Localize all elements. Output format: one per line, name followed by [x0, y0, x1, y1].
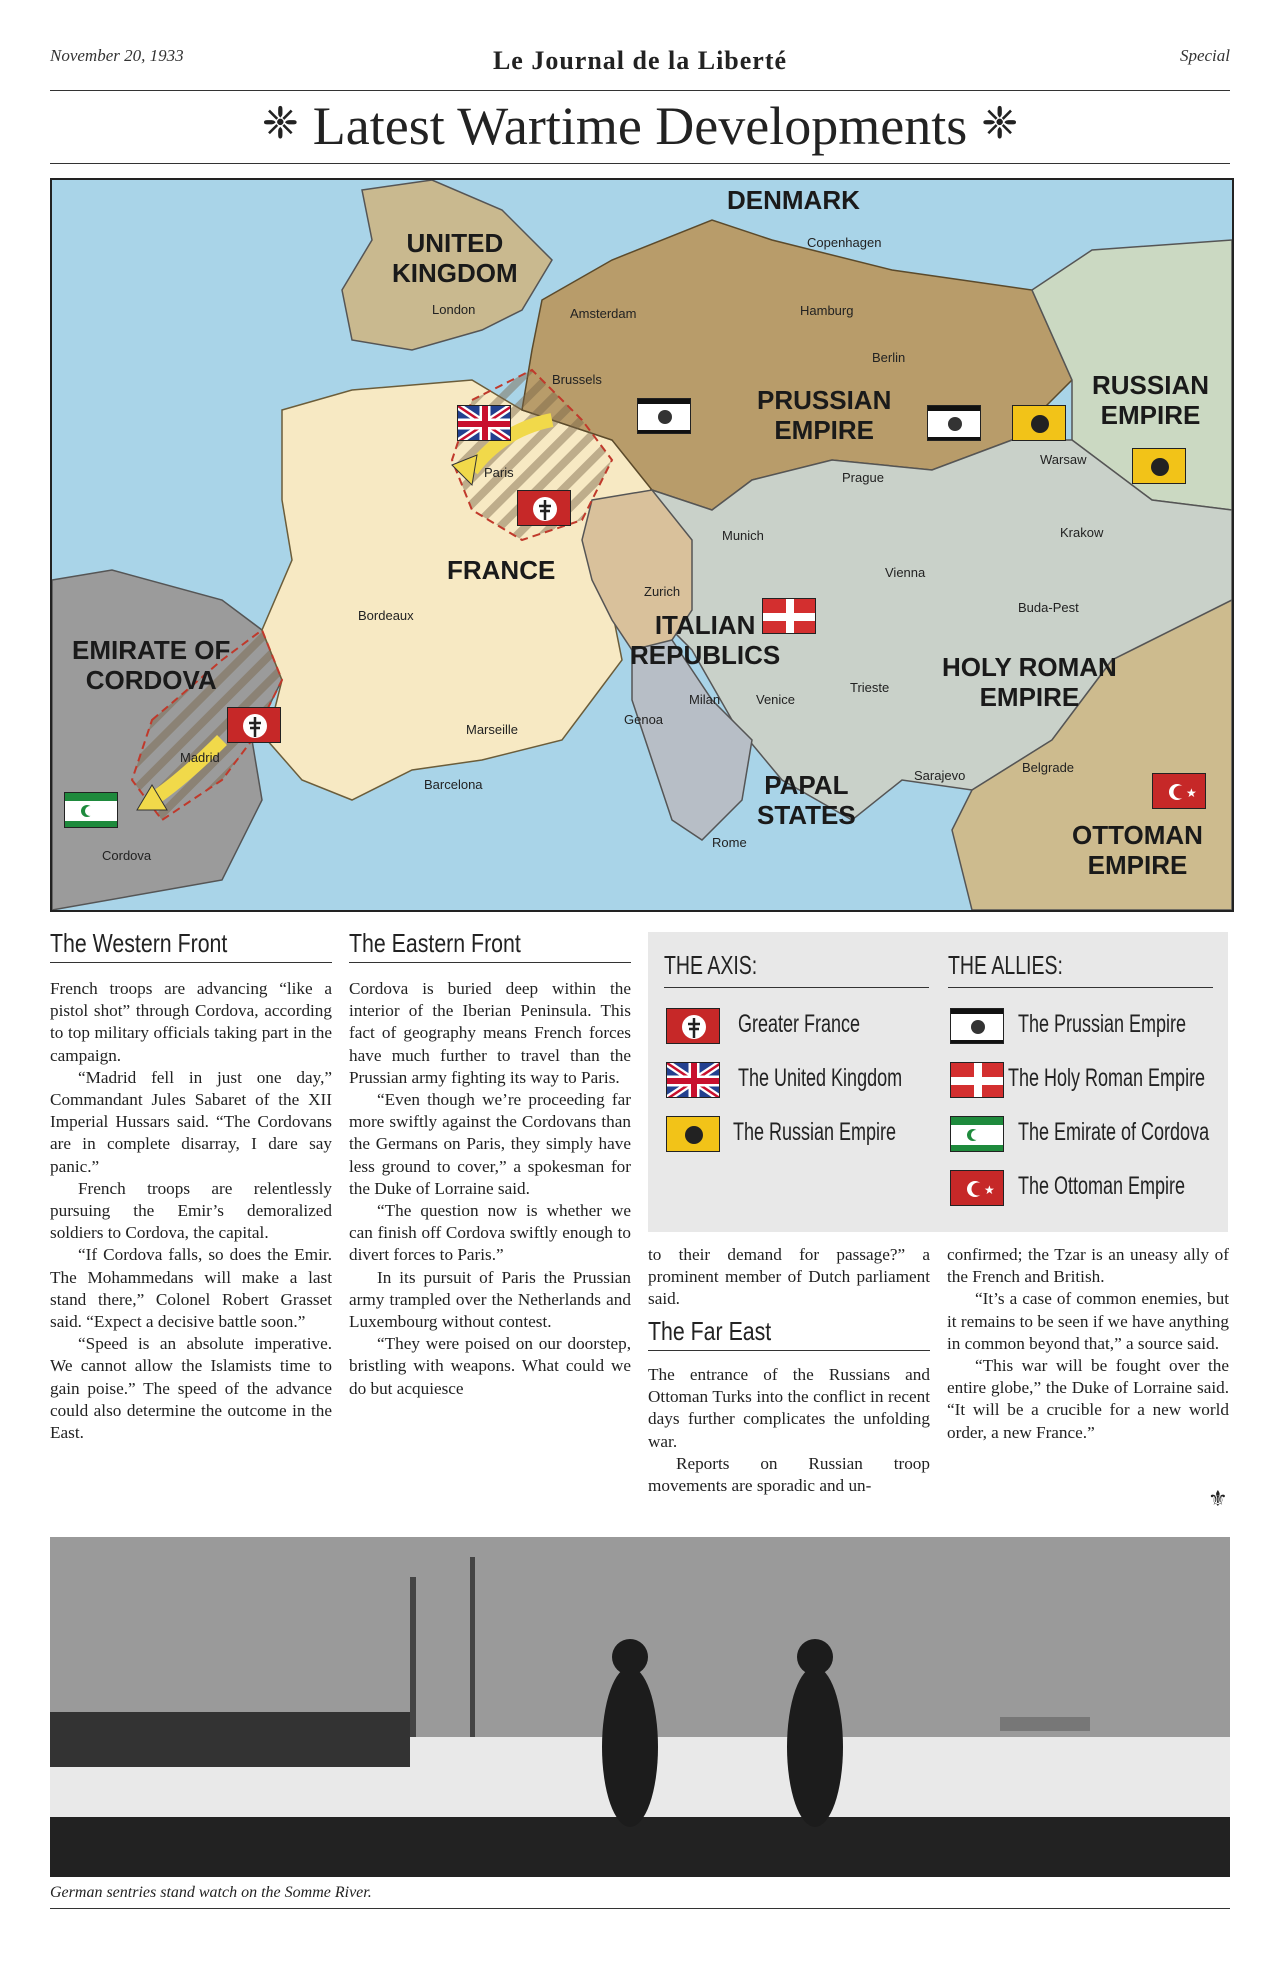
uk-flag-icon	[666, 1062, 720, 1098]
allies-emirate-of-cordova: The Emirate of Cordova	[1018, 1118, 1210, 1146]
city-trieste: Trieste	[850, 680, 890, 695]
eastern-front-paragraph: “They were poised on our doorstep, bristling with weapons. What could we do but acquiesce	[349, 1334, 631, 1398]
western-front-paragraph: “If Cordova falls, so does the Emir. The Mohammedans will make a last stand there,” Colonel Robert Grasset said. “Expect a decisive battle soon.”	[50, 1245, 332, 1332]
allies-prussian-empire: The Prussian Empire	[1018, 1010, 1187, 1038]
city-hamburg: Hamburg	[800, 303, 854, 318]
photo-caption: German sentries stand watch on the Somme River.	[50, 1884, 372, 1901]
western-front-rule	[50, 962, 332, 963]
alliance-legend	[648, 932, 1228, 1232]
europe-war-map	[50, 178, 1234, 912]
city-milan: Milan	[689, 692, 721, 707]
map-label-italy-line2: REPUBLICS	[630, 640, 781, 670]
map-label-prussia-line1: PRUSSIAN	[757, 385, 892, 415]
city-budapest: Buda-Pest	[1018, 600, 1079, 615]
far-east-article	[648, 1364, 930, 1497]
far-east-paragraph: The entrance of the Russians and Ottoman Turks into the conflict in recent days further complicates the unfolding war.	[648, 1365, 930, 1451]
map-flag-prussia-west-icon	[637, 398, 691, 434]
far-east-paragraph: Reports on Russian troop movements are sporadic and un-	[648, 1453, 930, 1496]
city-berlin: Berlin	[872, 350, 906, 365]
map-label-hre-line1: HOLY ROMAN	[942, 652, 1117, 682]
axis-heading: THE AXIS:	[664, 950, 758, 980]
map-label-ottoman	[1072, 820, 1203, 880]
ottoman-flag-icon	[950, 1170, 1004, 1206]
far-east-continuation-paragraph: confirmed; the Tzar is an uneasy ally of the French and British.	[947, 1245, 1229, 1287]
eastern-front-heading: The Eastern Front	[349, 928, 521, 958]
western-front-paragraph: “Madrid fell in just one day,” Commandant Jules Sabaret of the XII Imperial Hussars said. “The Cordovans are in complete disarray, I dare say panic.”	[50, 1067, 332, 1176]
city-warsaw: Warsaw	[1040, 452, 1087, 467]
russia-flag-icon	[1013, 406, 1066, 441]
ottoman-flag-icon	[1153, 774, 1206, 809]
eastern-front-paragraph: Cordova is buried deep within the interior of the Iberian Peninsula. This fact of geography means French forces have much further to travel than the Prussian army fighting its way to Paris.	[349, 979, 631, 1087]
far-east-heading: The Far East	[648, 1316, 772, 1346]
map-flag-russia-2-icon	[1132, 448, 1186, 484]
map-label-papal	[757, 770, 856, 830]
photo-bank	[50, 1817, 1230, 1877]
city-paris: Paris	[484, 465, 514, 480]
city-sarajevo: Sarajevo	[914, 768, 966, 783]
svg-text:★: ★	[984, 1183, 995, 1197]
city-munich: Munich	[722, 528, 764, 543]
eastern-front-paragraph: In its pursuit of Paris the Prussian army trampled over the Netherlands and Luxembourg without contest.	[349, 1267, 631, 1332]
photo-ship	[1000, 1717, 1090, 1731]
russia-flag-icon	[666, 1116, 720, 1152]
map-label-denmark: DENMARK	[727, 185, 860, 215]
footer-rule	[50, 1908, 1230, 1909]
map-label-cordova-line2: CORDOVA	[85, 665, 217, 695]
fleur-de-lis-icon: ⚜	[1208, 1486, 1228, 1511]
axis-rule	[664, 987, 929, 988]
photo-soldier-helmet	[797, 1639, 833, 1675]
map-label-prussia-line2: EMPIRE	[774, 415, 875, 445]
map-label-france: FRANCE	[447, 555, 556, 585]
cordova-flag-icon	[950, 1116, 1004, 1152]
eastern-front-paragraph: “The question now is whether we can finish off Cordova swiftly enough to divert forces to Paris.”	[349, 1201, 631, 1265]
map-label-papal-line2: STATES	[757, 800, 856, 830]
map-label-cordova	[72, 635, 230, 695]
city-venice: Venice	[756, 692, 796, 707]
far-east-continuation-paragraph: “This war will be fought over the entire globe,” the Duke of Lorraine said. “It will be a crucible for a new world order, a new France.”	[947, 1356, 1229, 1442]
map-label-italy-line1: ITALIAN	[654, 610, 756, 640]
map-label-uk	[392, 228, 518, 288]
map-flag-france-iberia-icon	[227, 707, 281, 743]
map-flag-hre-icon	[762, 598, 816, 634]
map-label-cordova-line1: EMIRATE OF	[72, 635, 231, 665]
map-label-papal-line1: PAPAL	[764, 770, 849, 800]
uk-flag-icon	[458, 406, 511, 441]
city-genoa: Genoa	[624, 712, 664, 727]
masthead-rule	[50, 90, 1230, 91]
map-svg	[52, 180, 1232, 910]
photo-soldier	[787, 1667, 843, 1827]
city-marseille: Marseille	[466, 722, 519, 737]
map-label-hre	[942, 652, 1117, 712]
photo-bridge	[50, 1712, 410, 1767]
svg-text:★: ★	[1186, 786, 1197, 800]
france-flag-icon	[228, 708, 281, 743]
city-bordeaux: Bordeaux	[358, 608, 414, 623]
map-flag-cordova-icon	[64, 792, 118, 828]
eastern-front-paragraph: “Even though we’re proceeding far more swiftly against the Cordovans than the Germans on Paris, they simply have less ground to cover,” a spokesman for the Duke of Lorraine said.	[349, 1090, 631, 1198]
map-label-prussia	[757, 385, 891, 445]
cordova-flag-icon	[65, 793, 118, 828]
eastern-front-article	[349, 978, 631, 1400]
map-label-ottoman-line2: EMPIRE	[1087, 850, 1188, 880]
city-copenhagen: Copenhagen	[807, 235, 882, 250]
city-vienna: Vienna	[885, 565, 926, 580]
city-madrid: Madrid	[180, 750, 220, 765]
axis-russian-empire: The Russian Empire	[733, 1118, 897, 1146]
western-front-paragraph: “Speed is an absolute imperative. We cannot allow the Islamists time to gain poise.” The speed of the advance could also determine the outcome in the East.	[50, 1334, 332, 1443]
france-flag-icon	[518, 491, 571, 526]
map-label-russia-line2: EMPIRE	[1100, 400, 1201, 430]
russia-flag-icon	[1133, 449, 1186, 484]
fleuron-icon: ❈	[261, 99, 299, 148]
far-east-continuation	[947, 1244, 1229, 1444]
axis-greater-france: Greater France	[738, 1010, 861, 1038]
city-amsterdam: Amsterdam	[570, 306, 637, 321]
somme-river-photo	[50, 1537, 1230, 1877]
axis-united-kingdom: The United Kingdom	[738, 1064, 903, 1092]
eastern-front-continuation	[648, 1244, 930, 1311]
city-cordova: Cordova	[102, 848, 152, 863]
city-krakow: Krakow	[1060, 525, 1104, 540]
allies-heading: THE ALLIES:	[948, 950, 1063, 980]
hre-flag-icon	[763, 599, 816, 634]
photo-mast	[470, 1557, 475, 1737]
allies-holy-roman-empire: The Holy Roman Empire	[1008, 1064, 1206, 1092]
allies-rule	[948, 987, 1213, 988]
map-flag-france-north-icon	[517, 490, 571, 526]
city-prague: Prague	[842, 470, 884, 485]
western-front-heading: The Western Front	[50, 928, 228, 958]
newspaper-name: Le Journal de la Liberté	[492, 46, 788, 75]
photo-soldier	[602, 1667, 658, 1827]
map-label-uk-line1: UNITED	[406, 228, 504, 258]
map-label-russia-line1: RUSSIAN	[1092, 370, 1210, 400]
allies-ottoman-empire: The Ottoman Empire	[1018, 1172, 1186, 1200]
hre-flag-icon	[950, 1062, 1004, 1098]
city-london: London	[432, 302, 476, 317]
photo-svg	[50, 1537, 1230, 1877]
far-east-continuation-paragraph: “It’s a case of common enemies, but it remains to be seen if we have anything in common beyond that,” a source said.	[947, 1289, 1229, 1353]
western-front-paragraph: French troops are advancing “like a pistol shot” through Cordova, according to top military officials taking part in the campaign.	[50, 979, 332, 1065]
greater-france-flag-icon	[666, 1008, 720, 1044]
far-east-rule	[648, 1350, 930, 1351]
headline-rule	[50, 163, 1230, 164]
page-headline	[0, 95, 1280, 157]
city-brussels: Brussels	[552, 372, 602, 387]
map-flag-russia-1-icon	[1012, 405, 1066, 441]
eastern-front-rule	[349, 962, 631, 963]
edition-label: Special	[1179, 46, 1230, 65]
map-flag-prussia-east-icon	[927, 405, 981, 441]
photo-mast	[410, 1577, 416, 1737]
photo-soldier-helmet	[612, 1639, 648, 1675]
prussia-flag-icon	[928, 406, 981, 441]
map-label-russia	[1092, 370, 1209, 430]
map-label-ottoman-line1: OTTOMAN	[1072, 820, 1203, 850]
city-barcelona: Barcelona	[424, 777, 483, 792]
western-front-paragraph: French troops are relentlessly pursuing the Emir’s demoralized soldiers to Cordova, the capital.	[50, 1178, 332, 1243]
map-label-italy	[630, 610, 780, 670]
city-zurich: Zurich	[644, 584, 681, 599]
headline-text: Latest Wartime Developments	[312, 96, 968, 156]
issue-date: November 20, 1933	[50, 46, 184, 65]
map-label-hre-line2: EMPIRE	[979, 682, 1080, 712]
map-label-uk-line2: KINGDOM	[392, 258, 518, 288]
map-flag-ottoman-icon	[1152, 773, 1206, 809]
eastern-front-continuation-text: to their demand for passage?” a prominent member of Dutch parliament said.	[648, 1245, 930, 1309]
prussia-flag-icon	[638, 399, 691, 434]
prussia-flag-icon	[950, 1008, 1004, 1044]
western-front-article	[50, 978, 332, 1444]
city-rome: Rome	[712, 835, 747, 850]
city-belgrade: Belgrade	[1022, 760, 1075, 775]
fleuron-icon: ❈	[981, 99, 1019, 148]
map-flag-uk-icon	[457, 405, 511, 441]
